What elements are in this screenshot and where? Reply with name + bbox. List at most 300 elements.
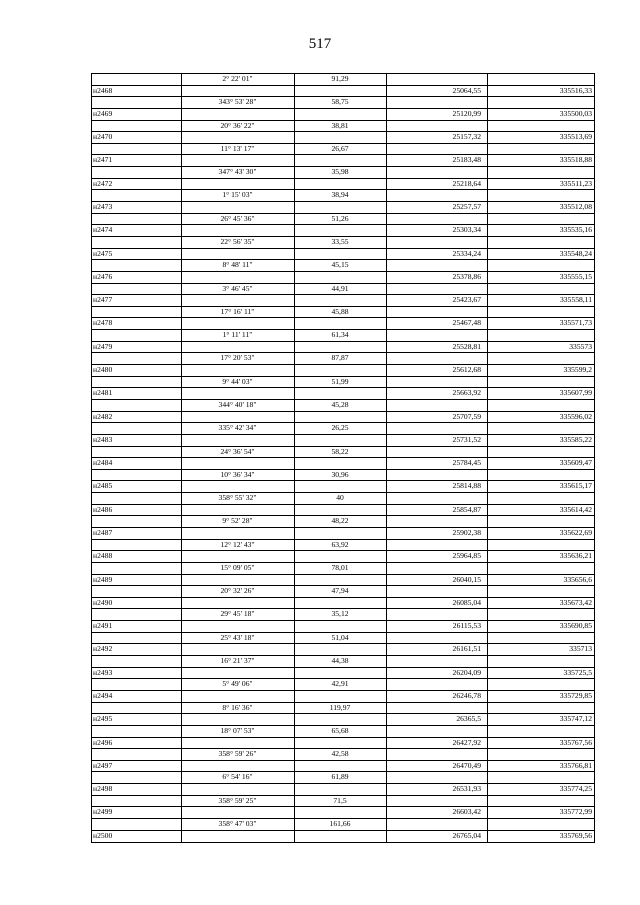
column-divider <box>91 73 92 842</box>
row-border <box>386 562 595 574</box>
x-coordinate: 26470,49 <box>452 760 481 770</box>
direction-angle: 8° 48' 11" <box>222 260 253 270</box>
y-coordinate: 335585,22 <box>559 434 592 444</box>
row-border <box>386 306 595 318</box>
point-row <box>91 108 595 120</box>
point-label: н2474 <box>93 225 113 235</box>
direction-angle: 16° 21' 37" <box>220 656 255 666</box>
y-coordinate: 335599,2 <box>563 365 592 375</box>
segment-row <box>91 748 595 760</box>
y-coordinate: 335573 <box>569 341 592 351</box>
direction-angle: 29° 45' 18" <box>220 609 255 619</box>
direction-angle: 343° 53' 28" <box>218 97 257 107</box>
point-row <box>91 574 595 586</box>
segment-length: 38,81 <box>331 120 349 130</box>
direction-angle: 15° 09' 05" <box>220 562 255 572</box>
point-row <box>91 85 595 97</box>
row-border <box>91 259 181 271</box>
segment-row <box>91 562 595 574</box>
row-border <box>386 469 595 481</box>
column-divider <box>594 73 595 842</box>
point-label: н2468 <box>93 85 113 95</box>
x-coordinate: 25964,85 <box>452 551 481 561</box>
x-coordinate: 26603,42 <box>452 807 481 817</box>
row-border <box>386 399 595 411</box>
point-label: н2471 <box>93 155 113 165</box>
direction-angle: 10° 36' 34" <box>220 469 255 479</box>
segment-row <box>91 608 595 620</box>
row-border <box>386 166 595 178</box>
row-border <box>386 96 595 108</box>
direction-angle: 20° 32' 26" <box>220 586 255 596</box>
point-label: н2491 <box>93 621 113 631</box>
point-row <box>91 760 595 772</box>
point-label: н2480 <box>93 365 113 375</box>
point-row <box>91 527 595 539</box>
point-row <box>91 224 595 236</box>
y-coordinate: 335690,85 <box>559 621 592 631</box>
point-row <box>91 434 595 446</box>
y-coordinate: 335609,47 <box>559 458 592 468</box>
point-row <box>91 271 595 283</box>
x-coordinate: 25183,48 <box>452 155 481 165</box>
row-border <box>91 96 181 108</box>
point-row <box>91 178 595 190</box>
point-label: н2498 <box>93 784 113 794</box>
point-row <box>91 806 595 818</box>
row-border <box>91 585 181 597</box>
row-border <box>386 376 595 388</box>
row-border <box>91 795 181 807</box>
coordinates-table <box>91 73 595 841</box>
x-coordinate: 25303,34 <box>452 225 481 235</box>
row-border <box>91 678 181 690</box>
direction-angle: 9° 44' 03" <box>222 376 253 386</box>
x-coordinate: 25814,88 <box>452 481 481 491</box>
point-label: н2486 <box>93 504 113 514</box>
direction-angle: 347° 43' 30" <box>218 167 257 177</box>
segment-length: 78,01 <box>331 562 349 572</box>
point-label: н2492 <box>93 644 113 654</box>
segment-row <box>91 236 595 248</box>
column-divider <box>487 73 488 842</box>
point-row <box>91 201 595 213</box>
direction-angle: 358° 59' 26" <box>218 749 257 759</box>
x-coordinate: 25707,59 <box>452 411 481 421</box>
row-border <box>386 655 595 667</box>
point-label: н2495 <box>93 714 113 724</box>
y-coordinate: 335656,6 <box>563 574 592 584</box>
segment-row <box>91 725 595 737</box>
point-label: н2476 <box>93 271 113 281</box>
segment-row <box>91 189 595 201</box>
point-label: н2478 <box>93 318 113 328</box>
segment-length: 61,89 <box>331 772 349 782</box>
segment-length: 44,38 <box>331 656 349 666</box>
y-coordinate: 335607,99 <box>559 388 592 398</box>
row-border <box>386 748 595 760</box>
direction-angle: 1° 15' 03" <box>222 190 253 200</box>
point-label: н2499 <box>93 807 113 817</box>
point-row <box>91 643 595 655</box>
segment-row <box>91 73 595 85</box>
y-coordinate: 335673,42 <box>559 597 592 607</box>
direction-angle: 25° 43' 18" <box>220 632 255 642</box>
segment-row <box>91 143 595 155</box>
x-coordinate: 25784,45 <box>452 458 481 468</box>
point-row <box>91 294 595 306</box>
row-border <box>386 678 595 690</box>
segment-length: 91,29 <box>331 74 349 83</box>
x-coordinate: 25854,87 <box>452 504 481 514</box>
point-label: н2489 <box>93 574 113 584</box>
direction-angle: 22° 56' 35" <box>220 236 255 246</box>
segment-length: 58,75 <box>331 97 349 107</box>
segment-row <box>91 818 595 830</box>
point-row <box>91 620 595 632</box>
row-border <box>386 73 595 85</box>
point-label: н2494 <box>93 690 113 700</box>
segment-row <box>91 585 595 597</box>
point-row <box>91 364 595 376</box>
direction-angle: 11° 13' 17" <box>220 143 255 153</box>
segment-row <box>91 283 595 295</box>
direction-angle: 358° 47' 03" <box>218 819 257 828</box>
segment-length: 51,26 <box>331 213 349 223</box>
row-border <box>91 702 181 714</box>
point-row <box>91 830 595 842</box>
row-border <box>386 422 595 434</box>
y-coordinate: 335713 <box>569 644 592 654</box>
direction-angle: 358° 55' 32" <box>218 493 257 503</box>
segment-row <box>91 632 595 644</box>
direction-angle: 8° 16' 36" <box>222 702 253 712</box>
point-label: н2469 <box>93 108 113 118</box>
y-coordinate: 335512,08 <box>559 202 592 212</box>
y-coordinate: 335636,21 <box>559 551 592 561</box>
y-coordinate: 335614,42 <box>559 504 592 514</box>
point-label: н2500 <box>93 830 113 840</box>
point-row <box>91 737 595 749</box>
point-row <box>91 131 595 143</box>
row-border <box>386 329 595 341</box>
column-divider <box>181 73 182 842</box>
y-coordinate: 335518,88 <box>559 155 592 165</box>
x-coordinate: 26427,92 <box>452 737 481 747</box>
row-border <box>91 352 181 364</box>
segment-length: 47,94 <box>331 586 349 596</box>
row-border <box>91 73 181 85</box>
row-border <box>91 422 181 434</box>
row-border <box>386 492 595 504</box>
row-border <box>386 213 595 225</box>
direction-angle: 17° 16' 11" <box>220 306 255 316</box>
segment-row <box>91 492 595 504</box>
y-coordinate: 335558,11 <box>560 295 592 305</box>
segment-length: 35,12 <box>331 609 349 619</box>
point-label: н2479 <box>93 341 113 351</box>
segment-length: 87,87 <box>331 353 349 363</box>
row-border <box>91 166 181 178</box>
point-row <box>91 341 595 353</box>
row-border <box>91 748 181 760</box>
row-border <box>386 539 595 551</box>
x-coordinate: 25423,67 <box>452 295 481 305</box>
segment-length: 65,68 <box>331 725 349 735</box>
segment-length: 51,04 <box>331 632 349 642</box>
segment-length: 45,88 <box>331 306 349 316</box>
point-label: н2485 <box>93 481 113 491</box>
x-coordinate: 25157,32 <box>452 132 481 142</box>
direction-angle: 6° 54' 16" <box>222 772 253 782</box>
segment-row <box>91 469 595 481</box>
y-coordinate: 335555,15 <box>559 271 592 281</box>
x-coordinate: 26040,15 <box>452 574 481 584</box>
y-coordinate: 335596,02 <box>559 411 592 421</box>
segment-length: 45,15 <box>331 260 349 270</box>
segment-row <box>91 306 595 318</box>
direction-angle: 3° 46' 45" <box>222 283 253 293</box>
segment-row <box>91 96 595 108</box>
row-border <box>386 236 595 248</box>
point-row <box>91 457 595 469</box>
direction-angle: 2° 22' 01" <box>222 74 253 83</box>
x-coordinate: 25612,68 <box>452 365 481 375</box>
direction-angle: 335° 42' 34" <box>218 423 257 433</box>
segment-length: 51,99 <box>331 376 349 386</box>
direction-angle: 17° 20' 53" <box>220 353 255 363</box>
segment-row <box>91 655 595 667</box>
y-coordinate: 335516,33 <box>559 85 592 95</box>
column-divider <box>294 73 295 842</box>
row-border <box>91 632 181 644</box>
segment-row <box>91 446 595 458</box>
x-coordinate: 26161,51 <box>452 644 481 654</box>
y-coordinate: 335725,5 <box>563 667 592 677</box>
x-coordinate: 26204,09 <box>452 667 481 677</box>
x-coordinate: 25731,52 <box>452 434 481 444</box>
segment-length: 38,94 <box>331 190 349 200</box>
column-divider <box>386 73 387 842</box>
y-coordinate: 335729,85 <box>559 690 592 700</box>
row-border <box>91 376 181 388</box>
point-label: н2497 <box>93 760 113 770</box>
direction-angle: 358° 59' 25" <box>218 795 257 805</box>
point-row <box>91 154 595 166</box>
segment-length: 63,92 <box>331 539 349 549</box>
segment-row <box>91 702 595 714</box>
direction-angle: 20° 36' 22" <box>220 120 255 130</box>
segment-length: 58,22 <box>331 446 349 456</box>
row-border <box>386 515 595 527</box>
x-coordinate: 25218,64 <box>452 178 481 188</box>
direction-angle: 26° 45' 36" <box>220 213 255 223</box>
segment-row <box>91 213 595 225</box>
point-label: н2488 <box>93 551 113 561</box>
row-border <box>386 352 595 364</box>
segment-length: 71,5 <box>333 795 347 805</box>
point-label: н2472 <box>93 178 113 188</box>
x-coordinate: 25528,81 <box>452 341 481 351</box>
row-border <box>91 608 181 620</box>
direction-angle: 344° 40' 18" <box>218 399 257 409</box>
segment-row <box>91 515 595 527</box>
point-row <box>91 504 595 516</box>
row-border <box>91 655 181 667</box>
segment-length: 61,34 <box>331 330 349 340</box>
segment-row <box>91 120 595 132</box>
x-coordinate: 25334,24 <box>452 248 481 258</box>
row-border <box>91 515 181 527</box>
row-border <box>386 771 595 783</box>
point-row <box>91 480 595 492</box>
segment-row <box>91 678 595 690</box>
x-coordinate: 25064,55 <box>452 85 481 95</box>
x-coordinate: 25663,92 <box>452 388 481 398</box>
direction-angle: 12° 12' 43" <box>220 539 255 549</box>
row-border <box>91 236 181 248</box>
x-coordinate: 26115,53 <box>452 621 481 631</box>
point-row <box>91 317 595 329</box>
row-border <box>91 539 181 551</box>
row-border <box>91 562 181 574</box>
segment-length: 45,28 <box>331 399 349 409</box>
x-coordinate: 25902,38 <box>452 527 481 537</box>
row-border <box>91 469 181 481</box>
point-label: н2483 <box>93 434 113 444</box>
x-coordinate: 26085,04 <box>452 597 481 607</box>
point-label: н2477 <box>93 295 113 305</box>
table-bottom-border <box>91 842 595 843</box>
point-row <box>91 387 595 399</box>
x-coordinate: 26765,04 <box>452 830 481 840</box>
row-border <box>386 585 595 597</box>
point-label: н2493 <box>93 667 113 677</box>
x-coordinate: 26365,5 <box>456 714 481 724</box>
point-label: н2470 <box>93 132 113 142</box>
y-coordinate: 335500,03 <box>559 108 592 118</box>
point-label: н2473 <box>93 202 113 212</box>
x-coordinate: 25120,99 <box>452 108 481 118</box>
row-border <box>91 189 181 201</box>
y-coordinate: 335766,81 <box>559 760 592 770</box>
y-coordinate: 335747,12 <box>559 714 592 724</box>
page-number: 517 <box>308 36 332 52</box>
segment-length: 161,66 <box>329 819 351 828</box>
point-label: н2481 <box>93 388 113 398</box>
x-coordinate: 25378,86 <box>452 271 481 281</box>
point-label: н2475 <box>93 248 113 258</box>
segment-row <box>91 259 595 271</box>
row-border <box>91 143 181 155</box>
row-border <box>386 725 595 737</box>
segment-row <box>91 166 595 178</box>
x-coordinate: 26246,78 <box>452 690 481 700</box>
row-border <box>91 399 181 411</box>
segment-length: 44,91 <box>331 283 349 293</box>
row-border <box>386 818 595 830</box>
point-row <box>91 597 595 609</box>
point-row <box>91 783 595 795</box>
y-coordinate: 335548,24 <box>559 248 592 258</box>
row-border <box>386 795 595 807</box>
y-coordinate: 335622,69 <box>559 527 592 537</box>
segment-row <box>91 771 595 783</box>
y-coordinate: 335767,56 <box>559 737 592 747</box>
x-coordinate: 25257,57 <box>452 202 481 212</box>
segment-length: 30,96 <box>331 469 349 479</box>
direction-angle: 9° 52' 28" <box>222 516 253 526</box>
segment-length: 42,58 <box>331 749 349 759</box>
segment-row <box>91 399 595 411</box>
point-row <box>91 411 595 423</box>
direction-angle: 5° 49' 06" <box>222 679 253 689</box>
segment-row <box>91 539 595 551</box>
row-border <box>386 259 595 271</box>
y-coordinate: 335774,25 <box>559 784 592 794</box>
segment-row <box>91 422 595 434</box>
point-label: н2487 <box>93 527 113 537</box>
row-border <box>91 771 181 783</box>
row-border <box>386 143 595 155</box>
row-border <box>91 306 181 318</box>
row-border <box>91 213 181 225</box>
row-border <box>91 492 181 504</box>
point-row <box>91 248 595 260</box>
point-row <box>91 713 595 725</box>
direction-angle: 1° 11' 11" <box>222 330 253 340</box>
y-coordinate: 335513,69 <box>559 132 592 142</box>
segment-row <box>91 795 595 807</box>
segment-length: 35,98 <box>331 167 349 177</box>
y-coordinate: 335571,73 <box>559 318 592 328</box>
row-border <box>386 702 595 714</box>
row-border <box>386 283 595 295</box>
x-coordinate: 25467,48 <box>452 318 481 328</box>
segment-length: 26,25 <box>331 423 349 433</box>
direction-angle: 18° 07' 53" <box>220 725 255 735</box>
segment-row <box>91 352 595 364</box>
segment-length: 26,67 <box>331 143 349 153</box>
segment-length: 48,22 <box>331 516 349 526</box>
segment-length: 119,97 <box>329 702 351 712</box>
segment-row <box>91 329 595 341</box>
direction-angle: 24° 36' 54" <box>220 446 255 456</box>
row-border <box>91 329 181 341</box>
row-border <box>91 446 181 458</box>
segment-row <box>91 376 595 388</box>
point-label: н2496 <box>93 737 113 747</box>
row-border <box>386 608 595 620</box>
point-label: н2490 <box>93 597 113 607</box>
row-border <box>386 189 595 201</box>
point-label: н2482 <box>93 411 113 421</box>
segment-length: 42,91 <box>331 679 349 689</box>
row-border <box>386 120 595 132</box>
row-border <box>91 283 181 295</box>
point-row <box>91 550 595 562</box>
row-border <box>386 446 595 458</box>
x-coordinate: 26531,93 <box>452 784 481 794</box>
y-coordinate: 335511,23 <box>560 178 592 188</box>
row-border <box>91 818 181 830</box>
row-border <box>91 120 181 132</box>
y-coordinate: 335772,99 <box>559 807 592 817</box>
row-border <box>386 632 595 644</box>
row-border <box>91 725 181 737</box>
y-coordinate: 335769,56 <box>559 830 592 840</box>
point-label: н2484 <box>93 458 113 468</box>
